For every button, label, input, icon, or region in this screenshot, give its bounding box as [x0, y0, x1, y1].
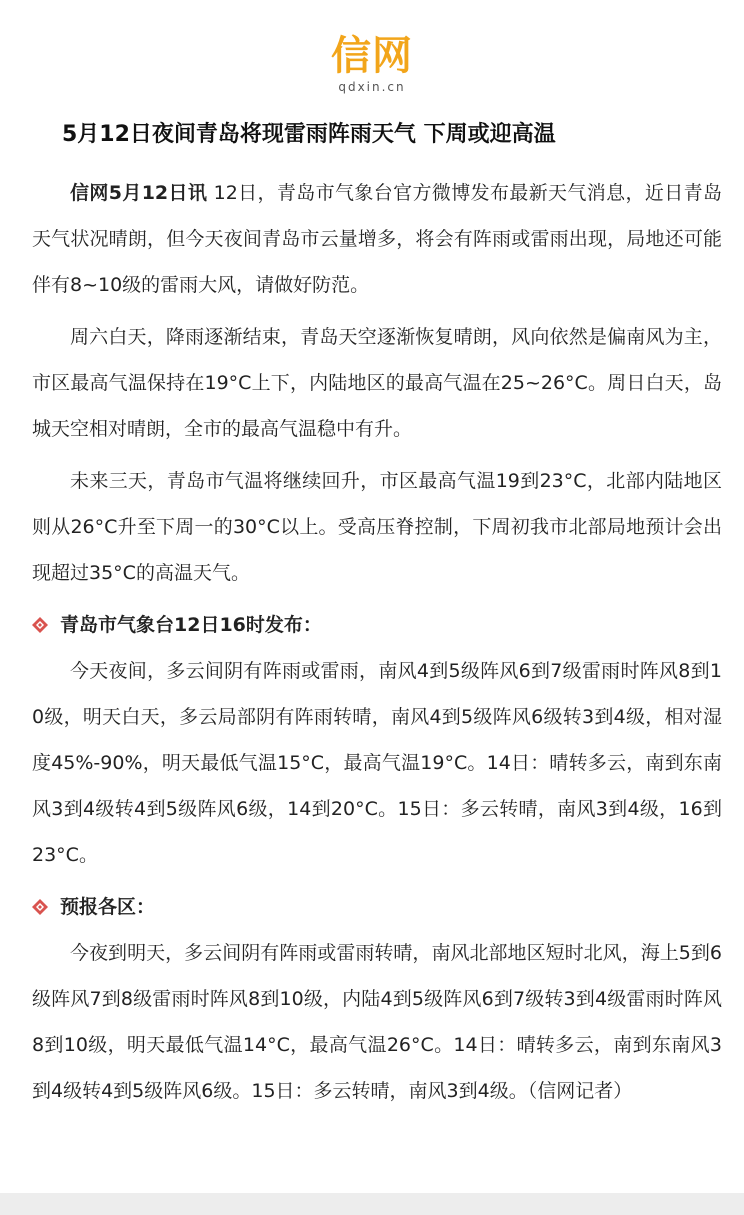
paragraph-1-text: 12日，青岛市气象台官方微博发布最新天气消息，近日青岛天气状况晴朗，但今天夜间青岛市云量增多，将会有阵雨或雷雨出现，局地还可能伴有8~10级的雷雨大风，请做好防范。 — [32, 182, 722, 296]
section-heading-districts — [32, 884, 722, 930]
section-2-text: 今夜到明天，多云间阴有阵雨或雷雨转晴，南风北部地区短时北风，海上5到6级阵风7到8级雷雨时阵风8到10级，内陆4到5级阵风6到7级转3到4级雷雨时阵风8到10级，明天最低气温14°C，最高气温26°C。14日：晴转多云，南到东南风3到4级转4到5级阵风6级。15日：多云转晴，南风3到4级。（信网记者） — [32, 942, 722, 1102]
diamond-bullet-icon — [32, 899, 48, 915]
article-body — [32, 170, 722, 1114]
logo-domain: qdxin.cn — [338, 80, 406, 94]
paragraph-1 — [32, 170, 722, 308]
section-1-text: 今天夜间，多云间阴有阵雨或雷雨，南风4到5级阵风6到7级雷雨时阵风8到10级，明天白天，多云局部阴有阵雨转晴，南风4到5级阵风6级转3到4级，相对湿度45%-90%，明天最低气温15°C，最高气温19°C。14日：晴转多云，南到东南风3到4级转4到5级阵风6级，14到20°C。15日：多云转晴，南风3到4级，16到23°C。 — [32, 660, 722, 866]
paragraph-3: 未来三天，青岛市气温将继续回升，市区最高气温19到23°C，北部内陆地区则从26°C升至下周一的30°C以上。受高压脊控制，下周初我市北部局地预计会出现超过35°C的高温天气。 — [32, 470, 722, 584]
article-title: 5月12日夜间青岛将现雷雨阵雨天气 下周或迎高温 — [62, 122, 556, 147]
paragraph-2: 周六白天，降雨逐渐结束，青岛天空逐渐恢复晴朗，风向依然是偏南风为主，市区最高气温保持在19°C上下，内陆地区的最高气温在25~26°C。周日白天，岛城天空相对晴朗，全市的最高气温稳中有升。 — [32, 326, 722, 440]
article-lead: 信网5月12日讯 — [70, 182, 208, 204]
section-heading-text: 青岛市气象台12日16时发布： — [60, 614, 322, 636]
section-heading-observatory — [32, 602, 722, 648]
section-heading-text: 预报各区： — [60, 896, 156, 918]
logo-text: 信网 — [331, 33, 413, 79]
footer-bar — [0, 1193, 744, 1215]
site-logo[interactable] — [0, 34, 744, 94]
diamond-bullet-icon — [32, 617, 48, 633]
